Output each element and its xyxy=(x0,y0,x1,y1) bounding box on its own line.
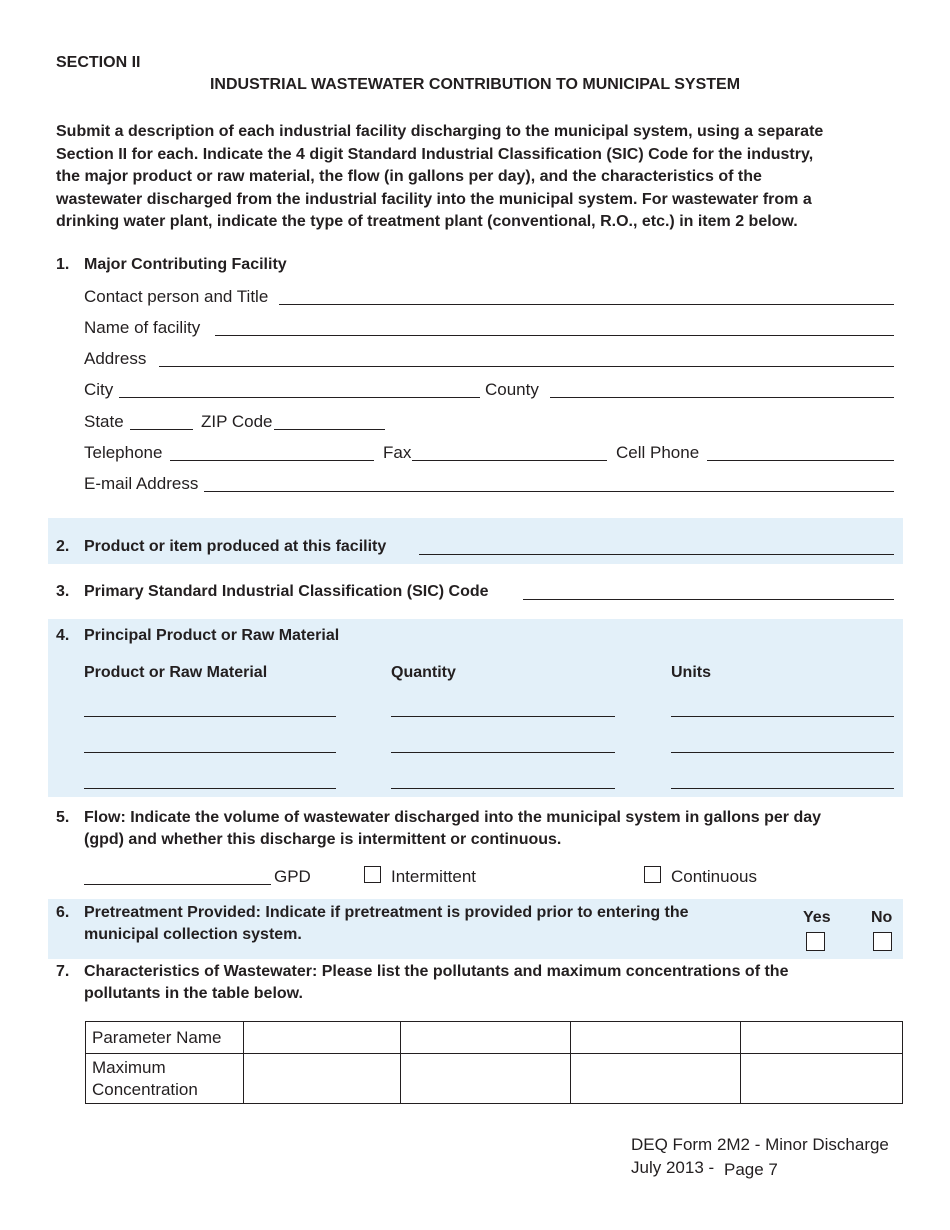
product-field[interactable] xyxy=(84,752,336,753)
yes-label: Yes xyxy=(803,909,831,926)
facility-name-field[interactable] xyxy=(215,335,894,336)
item-1-number: 1. xyxy=(56,256,70,273)
address-label: Address xyxy=(84,349,147,368)
state-field[interactable] xyxy=(130,429,193,430)
telephone-label: Telephone xyxy=(84,443,163,462)
table-cell[interactable] xyxy=(741,1054,903,1104)
continuous-checkbox[interactable] xyxy=(644,866,661,883)
item-4-heading: Principal Product or Raw Material xyxy=(84,627,340,644)
item-5-heading-line1: Flow: Indicate the volume of wastewater discharged into the municipal system in gallons per day xyxy=(84,809,822,826)
quantity-field[interactable] xyxy=(391,752,615,753)
sic-code-field[interactable] xyxy=(523,599,894,600)
quantity-field[interactable] xyxy=(391,716,615,717)
table-cell[interactable] xyxy=(571,1022,741,1054)
city-label: City xyxy=(84,380,114,399)
footer-page-number: Page 7 xyxy=(724,1160,778,1179)
no-label: No xyxy=(871,909,893,926)
item-7-heading-line1: Characteristics of Wastewater: Please list the pollutants and maximum concentrations of the xyxy=(84,963,789,980)
continuous-label: Continuous xyxy=(671,867,758,886)
table-cell[interactable] xyxy=(401,1022,571,1054)
table-row xyxy=(86,1022,903,1054)
item-2-number: 2. xyxy=(56,538,70,555)
pollutant-table xyxy=(85,1021,903,1104)
address-field[interactable] xyxy=(159,366,894,367)
item-3-number: 3. xyxy=(56,583,70,600)
county-label: County xyxy=(485,380,539,399)
intermittent-label: Intermittent xyxy=(391,867,477,886)
column-units-header: Units xyxy=(671,664,711,681)
parameter-name-header: Parameter Name xyxy=(86,1022,244,1054)
state-label: State xyxy=(84,412,124,431)
facility-name-label: Name of facility xyxy=(84,318,201,337)
cell-phone-field[interactable] xyxy=(707,460,894,461)
units-field[interactable] xyxy=(671,752,894,753)
item-5-number: 5. xyxy=(56,809,70,826)
contact-field[interactable] xyxy=(279,304,894,305)
cell-phone-label: Cell Phone xyxy=(616,443,700,462)
item-7-heading-line2: pollutants in the table below. xyxy=(84,985,303,1002)
zip-label: ZIP Code xyxy=(201,412,273,431)
pretreatment-no-checkbox[interactable] xyxy=(873,932,892,951)
item-6-heading-line2: municipal collection system. xyxy=(84,926,302,943)
product-field[interactable] xyxy=(84,716,336,717)
intro-line: the major product or raw material, the flow (in gallons per day), and the characteristics of the xyxy=(56,168,762,185)
fax-field[interactable] xyxy=(412,460,607,461)
units-field[interactable] xyxy=(671,788,894,789)
city-field[interactable] xyxy=(119,397,480,398)
telephone-field[interactable] xyxy=(170,460,374,461)
item-4-number: 4. xyxy=(56,627,70,644)
section-label: SECTION II xyxy=(56,54,141,71)
item-6-number: 6. xyxy=(56,904,70,921)
page-title: INDUSTRIAL WASTEWATER CONTRIBUTION TO MUNICIPAL SYSTEM xyxy=(209,76,741,93)
column-product-header: Product or Raw Material xyxy=(84,664,268,681)
product-field[interactable] xyxy=(84,788,336,789)
footer-date: July 2013 - xyxy=(631,1158,715,1177)
item-2-heading: Product or item produced at this facility xyxy=(84,538,387,555)
intro-line: drinking water plant, indicate the type of treatment plant (conventional, R.O., etc.) in item 2 below. xyxy=(56,213,798,230)
county-field[interactable] xyxy=(550,397,894,398)
table-cell[interactable] xyxy=(244,1054,401,1104)
fax-label: Fax xyxy=(383,443,412,462)
intro-paragraph xyxy=(56,121,823,234)
item-6-heading-line1: Pretreatment Provided: Indicate if pretreatment is provided prior to entering the xyxy=(84,904,689,921)
email-label: E-mail Address xyxy=(84,474,199,493)
intro-line: Section II for each. Indicate the 4 digit Standard Industrial Classification (SIC) Code for the industry, xyxy=(56,145,814,163)
intro-line: wastewater discharged from the industrial facility into the municipal system. For wastewater from a xyxy=(56,190,812,208)
footer-form-name: DEQ Form 2M2 - Minor Discharge xyxy=(631,1135,889,1154)
quantity-field[interactable] xyxy=(391,788,615,789)
table-cell[interactable] xyxy=(741,1022,903,1054)
item-1-heading: Major Contributing Facility xyxy=(84,256,287,273)
contact-label: Contact person and Title xyxy=(84,287,269,306)
units-field[interactable] xyxy=(671,716,894,717)
column-quantity-header: Quantity xyxy=(391,664,456,681)
table-row xyxy=(86,1054,903,1104)
max-concentration-line2: Concentration xyxy=(92,1079,198,1099)
gpd-field[interactable] xyxy=(84,884,271,885)
item-5-heading-line2: (gpd) and whether this discharge is intermittent or continuous. xyxy=(84,831,562,848)
table-cell[interactable] xyxy=(571,1054,741,1104)
table-cell[interactable] xyxy=(401,1054,571,1104)
max-concentration-line1: Maximum xyxy=(92,1057,166,1077)
email-field[interactable] xyxy=(204,491,894,492)
intro-line: Submit a description of each industrial facility discharging to the municipal system, using a separate xyxy=(56,123,824,140)
intermittent-checkbox[interactable] xyxy=(364,866,381,883)
zip-field[interactable] xyxy=(274,429,385,430)
item-3-heading: Primary Standard Industrial Classification (SIC) Code xyxy=(84,583,489,600)
gpd-label: GPD xyxy=(274,867,311,886)
table-cell[interactable] xyxy=(244,1022,401,1054)
product-produced-field[interactable] xyxy=(419,554,894,555)
max-concentration-header xyxy=(86,1054,244,1104)
pretreatment-yes-checkbox[interactable] xyxy=(806,932,825,951)
item-7-number: 7. xyxy=(56,963,70,980)
